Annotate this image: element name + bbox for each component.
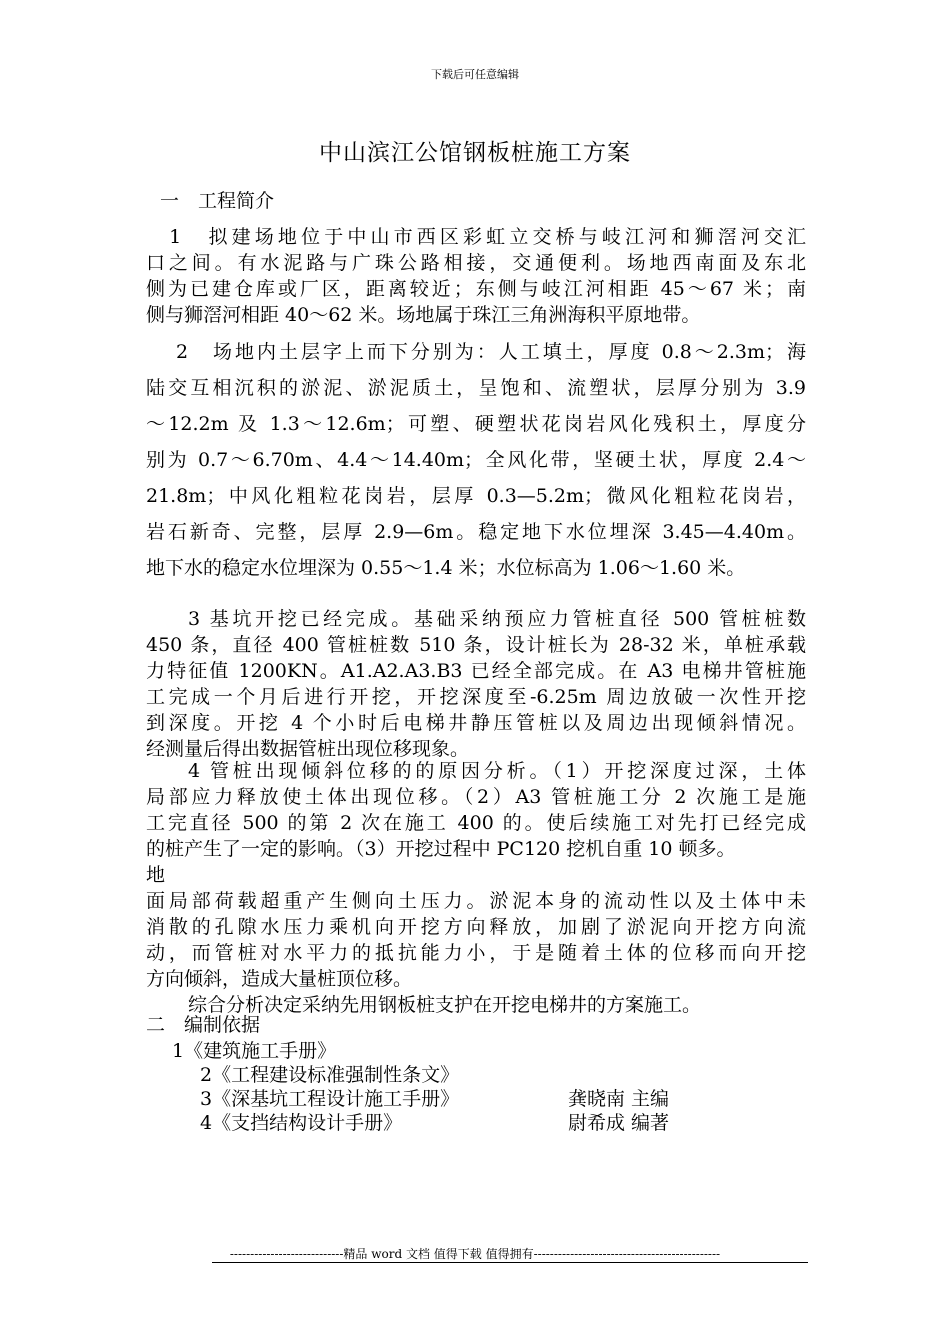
document-title: 中山滨江公馆钢板桩施工方案 bbox=[319, 140, 631, 166]
paragraph-cause-analysis bbox=[146, 758, 806, 992]
text-line: 21.8m；中风化粗粒花岗岩，层厚 0.3—5.2m；微风化粗粒花岗岩， bbox=[146, 485, 806, 507]
text-line: 450 条，直径 400 管桩桩数 510 条，设计桩长为 28-32 米，单桩承载 bbox=[146, 634, 806, 656]
paragraph-site-location bbox=[146, 224, 806, 328]
text-line: 工完成一个月后进行开挖，开挖深度至-6.25m 周边放破一次性开挖 bbox=[146, 686, 806, 708]
text-line: ～12.2m 及 1.3～12.6m；可塑、硬塑状花岗岩风化残积土，厚度分 bbox=[146, 413, 806, 435]
text-line: 侧与狮滘河相距 40～62 米。场地属于珠江三角洲海积平原地带。 bbox=[146, 304, 701, 326]
section-heading-overview: 一 工程简介 bbox=[160, 190, 275, 212]
text-line: 口之间。有水泥路与广珠公路相接，交通便利。场地西南面及东北 bbox=[146, 252, 806, 274]
text-line: 工完直径 500 的第 2 次在施工 400 的。使后续施工对先打已经完成 bbox=[146, 812, 806, 834]
text-line: 面局部荷载超重产生侧向土压力。淤泥本身的流动性以及土体中未 bbox=[146, 890, 806, 912]
text-line: 陆交互相沉积的淤泥、淤泥质土，呈饱和、流塑状，层厚分别为 3.9 bbox=[146, 377, 806, 399]
reference-item: 3《深基坑工程设计施工手册》 bbox=[200, 1088, 460, 1110]
text-line: 4 管桩出现倾斜位移的的原因分析。（1）开挖深度过深，土体 bbox=[188, 760, 806, 782]
text-line: 1 拟建场地位于中山市西区彩虹立交桥与岐江河和狮滘河交汇 bbox=[146, 226, 806, 248]
reference-item: 4《支挡结构设计手册》 bbox=[200, 1112, 403, 1134]
page-header-note: 下载后可任意编辑 bbox=[431, 68, 519, 81]
text-line: 的桩产生了一定的影响。（3）开挖过程中 PC120 挖机自重 10 顿多。 bbox=[146, 838, 736, 860]
page-footer: ----------------------------精品 word 文档 值得下载 值得拥有---------------------------------------------- bbox=[229, 1247, 721, 1261]
reference-item: 1《建筑施工手册》 bbox=[172, 1040, 337, 1062]
text-line: 综合分析决定采纳先用钢板桩支护在开挖电梯井的方案施工。 bbox=[188, 994, 702, 1016]
text-line: 局部应力释放使土体出现位移。（2）A3 管桩施工分 2 次施工是施 bbox=[146, 786, 806, 808]
text-line: 别为 0.7～6.70m、4.4～14.40m；全风化带，坚硬土状，厚度 2.4～ bbox=[146, 449, 806, 471]
text-line: 岩石新奇、完整，层厚 2.9—6m。稳定地下水位埋深 3.45—4.40m。 bbox=[146, 521, 806, 543]
text-line: 地 bbox=[146, 864, 166, 886]
text-line: 经测量后得出数据管桩出现位移现象。 bbox=[146, 738, 470, 760]
text-line: 到深度。开挖 4 个小时后电梯井静压管桩以及周边出现倾斜情况。 bbox=[146, 712, 806, 734]
text-line: 3 基坑开挖已经完成。基础采纳预应力管桩直径 500 管桩桩数 bbox=[188, 608, 806, 630]
reference-author: 尉希成 编著 bbox=[568, 1112, 670, 1134]
section-heading-references: 二 编制依据 bbox=[146, 1014, 261, 1036]
text-line: 方向倾斜，造成大量桩顶位移。 bbox=[146, 968, 413, 990]
text-line: 动，而管桩对水平力的抵抗能力小，于是随着土体的位移而向开挖 bbox=[146, 942, 806, 964]
text-line: 力特征值 1200KN。A1.A2.A3.B3 已经全部完成。在 A3 电梯井管桩施 bbox=[146, 660, 806, 682]
text-line: 2 场地内土层字上而下分别为：人工填土，厚度 0.8～2.3m；海 bbox=[176, 341, 806, 363]
paragraph-soil-layers bbox=[146, 334, 806, 586]
text-line: 侧为已建仓库或厂区，距离较近；东侧与岐江河相距 45～67 米；南 bbox=[146, 278, 806, 300]
text-line: 地下水的稳定水位埋深为 0.55～1.4 米；水位标高为 1.06～1.60 米。 bbox=[146, 557, 746, 579]
reference-author: 龚晓南 主编 bbox=[568, 1088, 670, 1110]
text-line: 消散的孔隙水压力乘机向开挖方向释放，加剧了淤泥向开挖方向流 bbox=[146, 916, 806, 938]
reference-item: 2《工程建设标准强制性条文》 bbox=[200, 1064, 460, 1086]
paragraph-excavation bbox=[146, 606, 806, 762]
footer-divider bbox=[212, 1262, 808, 1263]
